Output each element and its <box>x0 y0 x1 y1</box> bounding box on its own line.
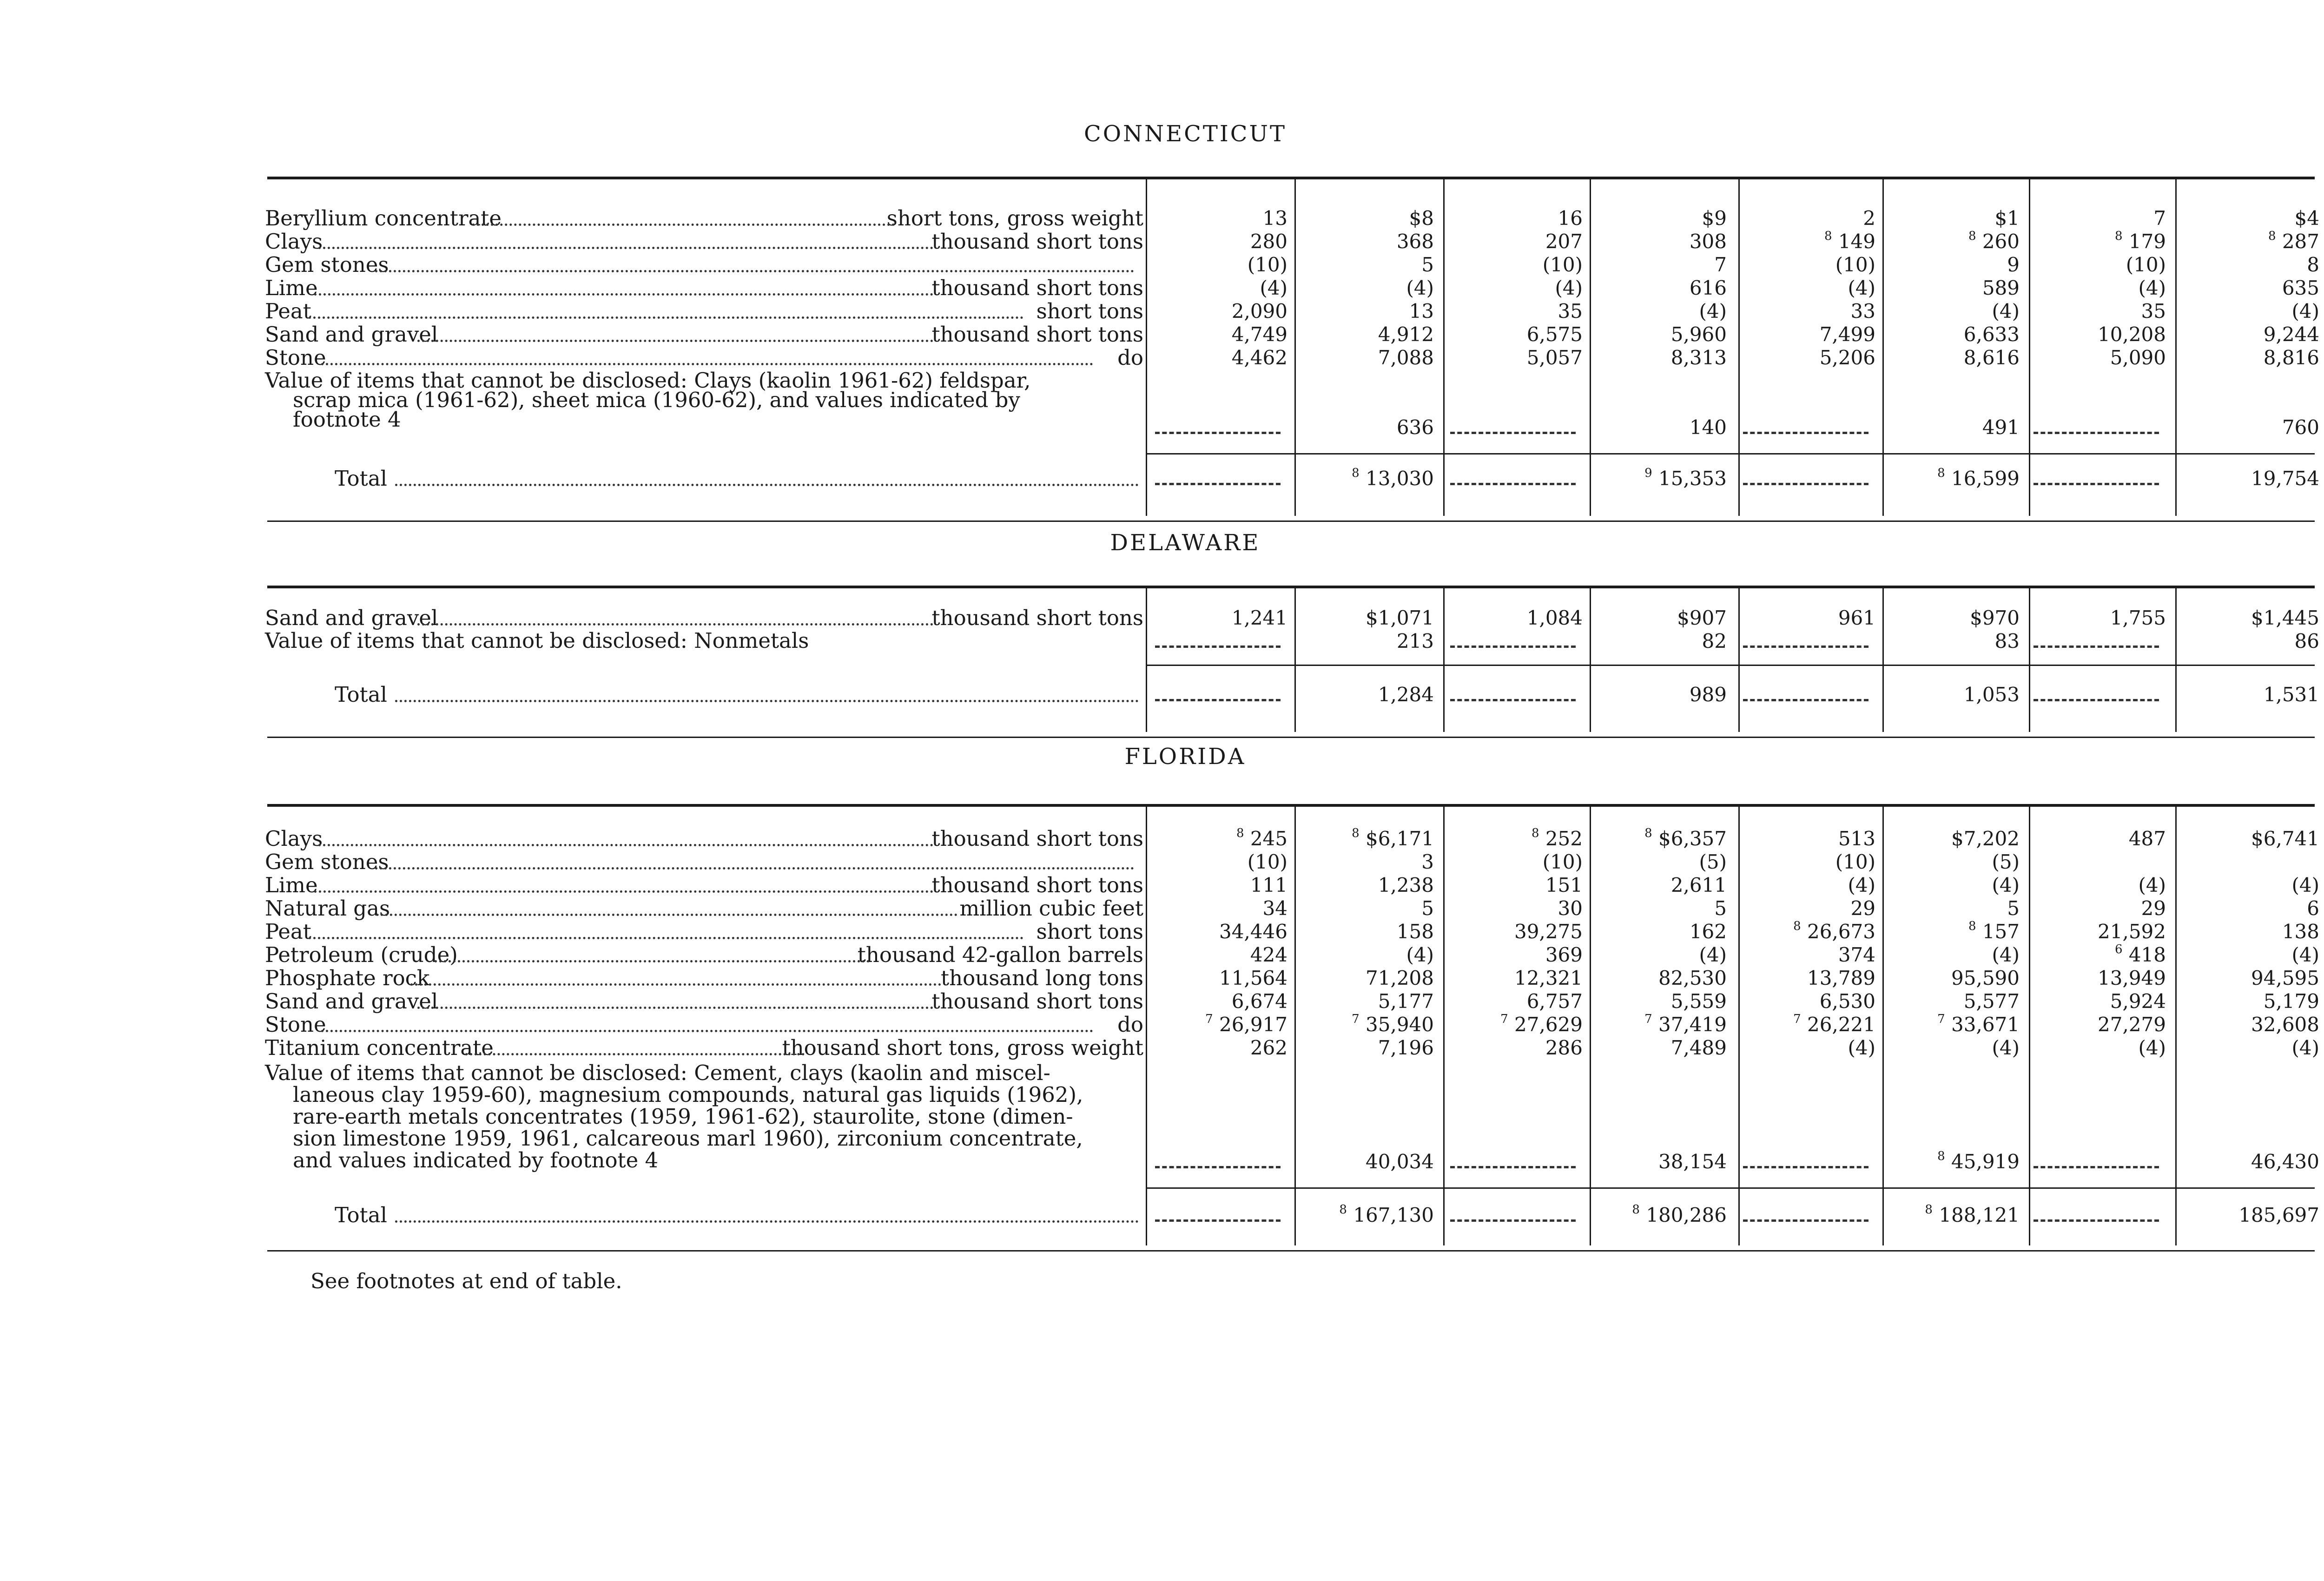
table-cell: (4) <box>2291 874 2319 896</box>
table-cell: $^8$ $6,357 <box>1644 826 1727 850</box>
empty-dash <box>2034 697 2159 701</box>
table-cell: 5 <box>1714 897 1727 920</box>
table-cell: 369 <box>1545 943 1583 966</box>
table-cell: $^8$ $6,171 <box>1352 826 1434 850</box>
table-cell: $970 <box>1970 606 2020 629</box>
table-cell: 162 <box>1689 920 1727 943</box>
column-divider <box>2175 806 2177 1245</box>
table-cell: $^8$ 157 <box>1968 919 2020 943</box>
leader-dots <box>375 267 1134 272</box>
row-label: Peat <box>265 919 311 944</box>
row-unit: thousand short tons <box>931 873 1143 897</box>
section-top-rule <box>267 586 2315 588</box>
table-cell: 71,208 <box>1366 967 1434 989</box>
empty-dash <box>1743 644 1868 648</box>
table-cell: $^8$ 149 <box>1824 229 1875 253</box>
empty-dash <box>1450 644 1576 648</box>
leader-dots <box>309 314 1023 319</box>
empty-dash <box>1450 481 1576 485</box>
table-cell: (5) <box>1699 850 1727 873</box>
table-cell: 46,430 <box>2251 1150 2319 1173</box>
table-cell: 2 <box>1863 207 1875 230</box>
table-cell: 213 <box>1396 630 1434 652</box>
leader-dots <box>417 337 933 342</box>
column-divider <box>1146 179 1147 516</box>
table-cell: 158 <box>1396 920 1434 943</box>
table-cell: $6,741 <box>2251 827 2319 850</box>
table-cell: 7,196 <box>1378 1036 1434 1059</box>
leader-dots <box>395 697 1139 702</box>
leader-dots <box>309 934 1023 939</box>
table-cell: $^7$ 27,629 <box>1500 1012 1583 1036</box>
table-cell: $9 <box>1702 207 1727 230</box>
empty-dash <box>1743 697 1868 701</box>
empty-dash <box>1155 1218 1281 1222</box>
table-cell: $^8$ 252 <box>1531 826 1583 850</box>
table-cell: (4) <box>2138 1036 2166 1059</box>
row-unit: short tons, gross weight <box>886 206 1143 231</box>
total-cell: 1,284 <box>1378 683 1434 706</box>
leader-dots <box>395 481 1139 486</box>
table-cell: 262 <box>1250 1036 1287 1059</box>
column-divider <box>2029 806 2030 1245</box>
undisclosed-note-line: Value of items that cannot be disclosed: Cement, clays (kaolin and miscel- <box>265 1061 1050 1085</box>
undisclosed-note-line: Value of items that cannot be disclosed: Nonmetals <box>265 628 809 653</box>
total-rule <box>1146 665 2315 666</box>
table-cell: 308 <box>1689 230 1727 253</box>
column-divider <box>1294 179 1296 516</box>
table-cell: 9 <box>2007 253 2020 276</box>
leader-dots <box>410 981 941 986</box>
empty-dash <box>1155 644 1281 648</box>
column-divider <box>2175 179 2177 516</box>
column-divider <box>1146 588 1147 732</box>
table-cell: 513 <box>1838 827 1875 850</box>
column-divider <box>1294 588 1296 732</box>
row-unit: do <box>1117 345 1143 370</box>
table-cell: (10) <box>1542 253 1583 276</box>
table-cell: 6 <box>2307 897 2319 920</box>
table-cell: 95,590 <box>1951 967 2020 989</box>
column-divider <box>1738 806 1740 1245</box>
table-cell: (4) <box>2291 300 2319 323</box>
table-cell: 5,924 <box>2110 990 2166 1013</box>
table-cell: $907 <box>1677 606 1727 629</box>
column-divider <box>1882 806 1884 1245</box>
table-cell: 32,608 <box>2251 1013 2319 1036</box>
table-cell: $1,445 <box>2251 606 2319 629</box>
table-cell: $^7$ 26,917 <box>1205 1012 1287 1036</box>
section-title: FLORIDA <box>1124 744 1246 770</box>
table-cell: 140 <box>1689 416 1727 439</box>
table-cell: 82 <box>1702 630 1727 652</box>
table-cell: (4) <box>1992 943 2020 966</box>
table-cell: 760 <box>2282 416 2319 439</box>
table-cell: 35 <box>2141 300 2166 323</box>
table-cell: 6,674 <box>1231 990 1287 1013</box>
table-cell: (10) <box>2126 253 2166 276</box>
row-unit: thousand short tons <box>931 826 1143 851</box>
leader-dots <box>318 244 934 249</box>
table-cell: 7,499 <box>1819 323 1875 346</box>
table-cell: 27,279 <box>2098 1013 2166 1036</box>
empty-dash <box>1450 1164 1576 1168</box>
table-cell: 5,090 <box>2110 346 2166 369</box>
table-cell: (5) <box>1992 850 2020 873</box>
leader-dots <box>318 841 934 846</box>
table-cell: 635 <box>2282 277 2319 299</box>
empty-dash <box>1743 481 1868 485</box>
table-cell: $^7$ 37,419 <box>1644 1012 1727 1036</box>
row-label: Clays <box>265 229 323 254</box>
table-cell: (4) <box>1406 277 1434 299</box>
leader-dots <box>376 911 957 916</box>
table-cell: 40,034 <box>1366 1150 1434 1173</box>
row-label: Sand and gravel <box>265 989 438 1014</box>
table-cell: 29 <box>1850 897 1875 920</box>
total-cell: 1,531 <box>2263 683 2319 706</box>
table-cell: 636 <box>1396 416 1434 439</box>
table-cell: 8 <box>2307 253 2319 276</box>
table-cell: 424 <box>1250 943 1287 966</box>
total-label: Total <box>335 682 387 707</box>
table-cell: 34 <box>1262 897 1287 920</box>
table-cell: (4) <box>1848 1036 1875 1059</box>
undisclosed-note-line: Value of items that cannot be disclosed: Clays (kaolin 1961-62) feldspar, <box>265 368 1031 393</box>
table-cell: $^8$ 179 <box>2114 229 2166 253</box>
table-cell: $^7$ 26,221 <box>1793 1012 1875 1036</box>
table-cell: 374 <box>1838 943 1875 966</box>
undisclosed-note-line: footnote 4 <box>293 407 401 432</box>
empty-dash <box>1155 481 1281 485</box>
table-cell: (4) <box>2138 277 2166 299</box>
row-label: Gem stones <box>265 252 389 277</box>
column-divider <box>1882 588 1884 732</box>
section-title: DELAWARE <box>1110 530 1261 556</box>
empty-dash <box>2034 644 2159 648</box>
table-cell: 961 <box>1838 606 1875 629</box>
table-cell: (4) <box>2138 874 2166 896</box>
leader-dots <box>435 957 870 962</box>
table-cell: (10) <box>1247 850 1287 873</box>
row-label: Gem stones <box>265 850 389 874</box>
table-cell: $^8$ 260 <box>1968 229 2020 253</box>
table-cell: 30 <box>1558 897 1583 920</box>
undisclosed-note-line: scrap mica (1961-62), sheet mica (1960-62), and values indicated by <box>293 388 1020 412</box>
row-unit: thousand short tons <box>931 276 1143 300</box>
table-cell: 35 <box>1558 300 1583 323</box>
total-cell: $^8$ 16,599 <box>1937 466 2020 490</box>
column-divider <box>1443 179 1445 516</box>
table-cell: 5,206 <box>1819 346 1875 369</box>
table-cell: $^7$ 35,940 <box>1352 1012 1434 1036</box>
leader-dots <box>375 864 1134 870</box>
row-label: Lime <box>265 276 318 300</box>
table-cell: 3 <box>1421 850 1434 873</box>
table-cell: 7,489 <box>1670 1036 1727 1059</box>
table-cell: (4) <box>1555 277 1583 299</box>
table-cell: 29 <box>2141 897 2166 920</box>
table-cell: $1 <box>1994 207 2020 230</box>
row-unit: do <box>1117 1012 1143 1037</box>
table-cell: (4) <box>1848 874 1875 896</box>
column-divider <box>1590 806 1591 1245</box>
empty-dash <box>1155 697 1281 701</box>
section-bottom-rule <box>267 520 2315 522</box>
table-cell: 9,244 <box>2263 323 2319 346</box>
table-cell: (10) <box>1542 850 1583 873</box>
column-divider <box>1738 588 1740 732</box>
table-cell: 16 <box>1558 207 1583 230</box>
table-cell: $^6$ 418 <box>2114 942 2166 966</box>
leader-dots <box>472 221 895 226</box>
row-unit: million cubic feet <box>959 896 1143 921</box>
row-label: Sand and gravel <box>265 606 438 630</box>
table-cell: 8,816 <box>2263 346 2319 369</box>
undisclosed-note-line: sion limestone 1959, 1961, calcareous marl 1960), zirconium concentrate, <box>293 1126 1083 1151</box>
table-cell: 5,057 <box>1526 346 1583 369</box>
column-divider <box>1738 179 1740 516</box>
empty-dash <box>2034 430 2159 434</box>
table-cell: 21,592 <box>2098 920 2166 943</box>
table-cell: 6,757 <box>1526 990 1583 1013</box>
table-cell: 13 <box>1409 300 1434 323</box>
table-cell: (4) <box>1406 943 1434 966</box>
leader-dots <box>465 1050 805 1055</box>
table-cell: $^8$ 245 <box>1236 826 1287 850</box>
table-cell: 7 <box>1714 253 1727 276</box>
table-cell: 207 <box>1545 230 1583 253</box>
table-cell: 487 <box>2128 827 2166 850</box>
table-cell: 10,208 <box>2098 323 2166 346</box>
undisclosed-note-line: and values indicated by footnote 4 <box>293 1148 659 1173</box>
row-unit: thousand short tons <box>931 229 1143 254</box>
column-divider <box>1443 806 1445 1245</box>
table-cell: $4 <box>2294 207 2319 230</box>
table-cell: 5,577 <box>1963 990 2020 1013</box>
empty-dash <box>1450 1218 1576 1222</box>
total-cell: $^9$ 15,353 <box>1644 466 1727 490</box>
footer-note: See footnotes at end of table. <box>310 1269 622 1293</box>
row-label: Stone <box>265 345 326 370</box>
table-cell: $^8$ 287 <box>2268 229 2319 253</box>
column-divider <box>2029 588 2030 732</box>
table-cell: 491 <box>1982 416 2020 439</box>
section-top-rule <box>267 177 2315 179</box>
row-label: Peat <box>265 299 311 323</box>
table-cell: 11,564 <box>1219 967 1287 989</box>
row-unit: short tons <box>1036 299 1143 323</box>
table-cell: (10) <box>1835 253 1875 276</box>
section-bottom-rule <box>267 737 2315 738</box>
leader-dots <box>321 360 1093 365</box>
table-cell: 5 <box>1421 253 1434 276</box>
table-cell: $^7$ 33,671 <box>1937 1012 2020 1036</box>
row-unit: thousand long tons <box>941 966 1143 990</box>
section-top-rule <box>267 804 2315 807</box>
table-cell: (4) <box>1848 277 1875 299</box>
table-cell: (4) <box>2291 943 2319 966</box>
table-cell: (10) <box>1247 253 1287 276</box>
table-cell: 5,960 <box>1670 323 1727 346</box>
empty-dash <box>1743 430 1868 434</box>
section-bottom-rule <box>267 1250 2315 1252</box>
total-rule <box>1146 453 2315 455</box>
total-cell: 989 <box>1689 683 1727 706</box>
total-cell: $^8$ 13,030 <box>1352 466 1434 490</box>
table-cell: 1,241 <box>1231 606 1287 629</box>
total-cell: $^8$ 188,121 <box>1925 1203 2020 1226</box>
table-cell: 1,755 <box>2110 606 2166 629</box>
leader-dots <box>417 620 933 626</box>
column-divider <box>1590 179 1591 516</box>
table-cell: 138 <box>2282 920 2319 943</box>
total-cell: 19,754 <box>2251 467 2319 490</box>
table-cell: 616 <box>1689 277 1727 299</box>
total-label: Total <box>335 1203 387 1227</box>
row-unit: thousand 42-gallon barrels <box>857 942 1143 967</box>
table-cell: 39,275 <box>1514 920 1583 943</box>
table-cell: 5,179 <box>2263 990 2319 1013</box>
table-cell: (4) <box>2291 1036 2319 1059</box>
table-cell: 82,530 <box>1658 967 1727 989</box>
empty-dash <box>1450 430 1576 434</box>
table-cell: (10) <box>1835 850 1875 873</box>
table-cell: 8,616 <box>1963 346 2020 369</box>
table-cell: 111 <box>1250 874 1287 896</box>
column-divider <box>1294 806 1296 1245</box>
table-cell: $7,202 <box>1951 827 2020 850</box>
row-label: Petroleum (crude) <box>265 942 458 967</box>
table-cell: 94,595 <box>2251 967 2319 989</box>
table-cell: 589 <box>1982 277 2020 299</box>
row-label: Stone <box>265 1012 326 1037</box>
table-cell: 5,177 <box>1378 990 1434 1013</box>
table-cell: (4) <box>1992 874 2020 896</box>
empty-dash <box>2034 1164 2159 1168</box>
table-cell: 38,154 <box>1658 1150 1727 1173</box>
column-divider <box>1146 806 1147 1245</box>
leader-dots <box>417 1004 933 1009</box>
table-cell: 368 <box>1396 230 1434 253</box>
row-label: Lime <box>265 873 318 897</box>
table-cell: (4) <box>1699 943 1727 966</box>
row-label: Clays <box>265 826 323 851</box>
table-cell: 280 <box>1250 230 1287 253</box>
row-label: Natural gas <box>265 896 390 921</box>
section-title: CONNECTICUT <box>1083 121 1287 147</box>
table-cell: 5 <box>1421 897 1434 920</box>
column-divider <box>2175 588 2177 732</box>
table-cell: 34,446 <box>1219 920 1287 943</box>
column-divider <box>1882 179 1884 516</box>
table-cell: 13 <box>1262 207 1287 230</box>
table-cell: 13,789 <box>1807 967 1875 989</box>
row-unit: short tons <box>1036 919 1143 944</box>
row-unit: thousand short tons <box>931 989 1143 1014</box>
table-cell: 1,084 <box>1526 606 1583 629</box>
table-cell: $^8$ 26,673 <box>1793 919 1875 943</box>
total-cell: $^8$ 180,286 <box>1632 1203 1727 1226</box>
table-cell: (4) <box>1260 277 1287 299</box>
empty-dash <box>2034 1218 2159 1222</box>
table-cell: (4) <box>1699 300 1727 323</box>
row-unit: thousand short tons, gross weight <box>782 1035 1143 1060</box>
table-cell: 5 <box>2007 897 2020 920</box>
column-divider <box>2029 179 2030 516</box>
table-cell: 7,088 <box>1378 346 1434 369</box>
table-cell: 86 <box>2294 630 2319 652</box>
table-cell: 13,949 <box>2098 967 2166 989</box>
empty-dash <box>1155 430 1281 434</box>
undisclosed-note-line: rare-earth metals concentrates (1959, 1961-62), staurolite, stone (dimen- <box>293 1104 1073 1129</box>
total-rule <box>1146 1187 2315 1189</box>
table-cell: 6,575 <box>1526 323 1583 346</box>
empty-dash <box>1450 697 1576 701</box>
total-cell: $^8$ 167,130 <box>1339 1203 1434 1226</box>
table-cell: $^8$ 45,919 <box>1937 1149 2020 1173</box>
total-cell: 185,697 <box>2238 1204 2319 1226</box>
table-cell: $1,071 <box>1366 606 1434 629</box>
table-cell: 4,749 <box>1231 323 1287 346</box>
leader-dots <box>395 1218 1139 1223</box>
total-cell: 1,053 <box>1963 683 2020 706</box>
leader-dots <box>321 1027 1093 1032</box>
empty-dash <box>1743 1164 1868 1168</box>
table-cell: 33 <box>1850 300 1875 323</box>
table-cell: 4,912 <box>1378 323 1434 346</box>
row-unit: thousand short tons <box>931 322 1143 347</box>
table-cell: (4) <box>1992 1036 2020 1059</box>
total-label: Total <box>335 466 387 491</box>
column-divider <box>1590 588 1591 732</box>
table-cell: 286 <box>1545 1036 1583 1059</box>
table-cell: 5,559 <box>1670 990 1727 1013</box>
leader-dots <box>314 290 934 296</box>
row-label: Phosphate rock <box>265 966 430 990</box>
table-cell: 2,090 <box>1231 300 1287 323</box>
table-cell: 12,321 <box>1514 967 1583 989</box>
empty-dash <box>2034 481 2159 485</box>
table-cell: 8,313 <box>1670 346 1727 369</box>
row-label: Beryllium concentrate <box>265 206 502 231</box>
table-cell: (4) <box>1992 300 2020 323</box>
undisclosed-note-line: laneous clay 1959-60), magnesium compounds, natural gas liquids (1962), <box>293 1082 1083 1107</box>
row-label: Titanium concentrate <box>265 1035 494 1060</box>
table-cell: 4,462 <box>1231 346 1287 369</box>
table-cell: 6,633 <box>1963 323 2020 346</box>
empty-dash <box>1155 1164 1281 1168</box>
table-cell: $8 <box>1409 207 1434 230</box>
row-label: Sand and gravel <box>265 322 438 347</box>
table-cell: 1,238 <box>1378 874 1434 896</box>
table-cell: 151 <box>1545 874 1583 896</box>
table-cell: 83 <box>1994 630 2020 652</box>
empty-dash <box>1743 1218 1868 1222</box>
table-cell: 2,611 <box>1670 874 1727 896</box>
row-unit: thousand short tons <box>931 606 1143 630</box>
table-cell: 7 <box>2153 207 2166 230</box>
column-divider <box>1443 588 1445 732</box>
leader-dots <box>314 888 934 893</box>
table-cell: 6,530 <box>1819 990 1875 1013</box>
